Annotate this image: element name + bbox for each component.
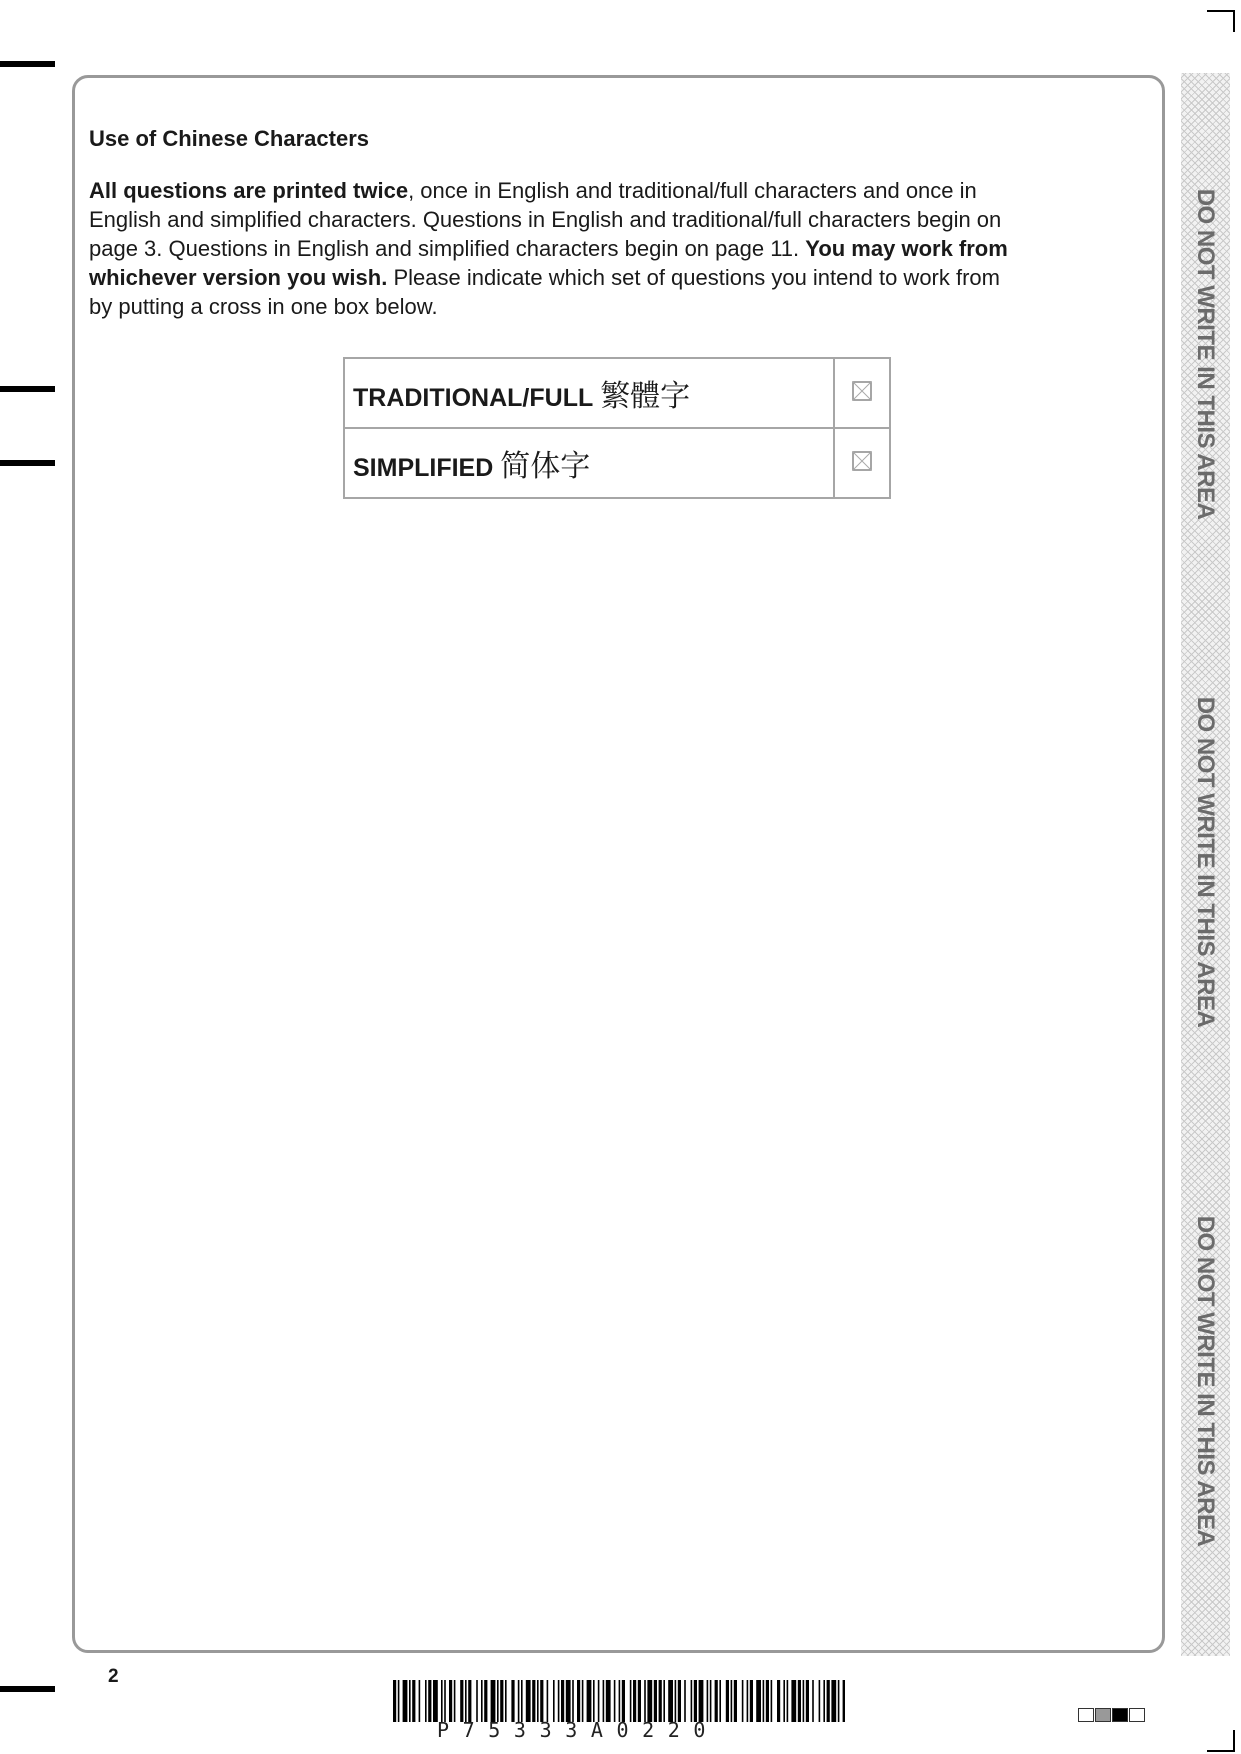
option-simplified-checkbox-cell (834, 428, 890, 498)
option-traditional-text: TRADITIONAL/FULL (353, 384, 594, 412)
option-traditional-checkbox[interactable] (852, 381, 872, 401)
instructions-text-1: , once in English and traditional/full characters and once in English and simplified characters. Questions in English and traditional/full characters begin on page 3. Questions in English and simplified characters begin on page 11. (89, 178, 1002, 261)
marker-square-black (1112, 1708, 1128, 1722)
barcode (393, 1680, 845, 1722)
option-traditional-label (344, 358, 834, 428)
option-traditional-checkbox-cell (834, 358, 890, 428)
crop-mark (1207, 1730, 1235, 1752)
margin-warning-1: DO NOT WRITE IN THIS AREA (1192, 188, 1219, 520)
option-simplified-chinese: 简体字 (500, 449, 591, 484)
option-simplified-row (344, 428, 890, 498)
option-traditional-chinese: 繁體字 (600, 379, 691, 414)
registration-mark (0, 61, 55, 67)
option-traditional-row (344, 358, 890, 428)
marker-square-grey (1095, 1708, 1111, 1722)
marker-square-empty (1078, 1708, 1094, 1722)
option-simplified-label (344, 428, 834, 498)
section-heading: Use of Chinese Characters (89, 126, 369, 151)
option-simplified-checkbox[interactable] (852, 451, 872, 471)
registration-mark (0, 386, 55, 392)
marker-square-empty (1129, 1708, 1145, 1722)
margin-warning-2: DO NOT WRITE IN THIS AREA (1192, 696, 1219, 1028)
instructions-paragraph (89, 176, 1024, 321)
instructions-text-2: Please indicate which set of questions you intend to work from by putting a cross in one box below. (89, 265, 1000, 319)
page-marker-squares (1078, 1708, 1145, 1722)
registration-mark (0, 460, 55, 466)
option-simplified-text: SIMPLIFIED (353, 454, 494, 482)
registration-mark (0, 1686, 55, 1692)
instructions-bold-2: You may work from whichever version you wish. (89, 236, 1008, 290)
instructions-bold-1: All questions are printed twice (89, 178, 409, 203)
character-choice-table (343, 357, 891, 499)
crop-mark (1207, 10, 1235, 32)
page-number: 2 (108, 1666, 119, 1687)
barcode-text: P75333A0220 (437, 1718, 720, 1742)
margin-warning-3: DO NOT WRITE IN THIS AREA (1192, 1215, 1219, 1547)
